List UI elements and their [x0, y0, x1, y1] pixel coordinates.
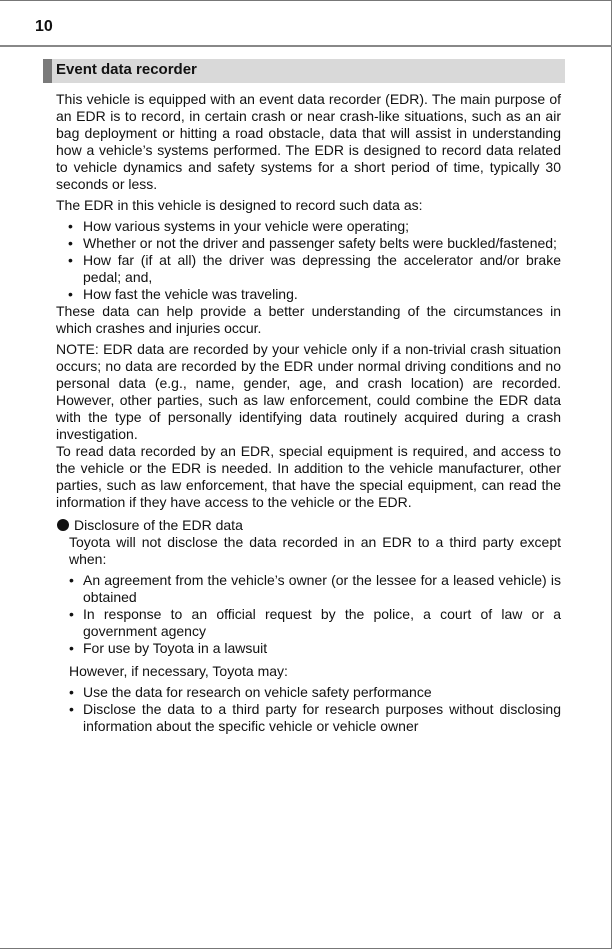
list-item: • How fast the vehicle was traveling. [68, 286, 298, 302]
list-item: • Use the data for research on vehicle safety performance [69, 684, 432, 700]
toyota-may-list [69, 684, 561, 735]
list-intro: The EDR in this vehicle is designed to record such data as: [56, 197, 423, 213]
disclosure-exceptions-list [69, 572, 561, 657]
bullet-icon: • [69, 701, 74, 717]
after-list-paragraph: These data can help provide a better understanding of the circumstances in which crashes and injuries occur. [56, 303, 561, 336]
page-number: 10 [35, 18, 53, 35]
list-item: • Disclose the data to a third party for research purposes without disclosing information about the specific vehicle or vehicle owner [69, 701, 561, 734]
list-item: • Whether or not the driver and passenger safety belts were buckled/fastened; [68, 235, 557, 251]
list-item: • How far (if at all) the driver was depressing the accelerator and/or brake pedal; and, [68, 252, 561, 285]
filled-circle-icon [57, 519, 69, 531]
list-item: • An agreement from the vehicle’s owner (or the lessee for a leased vehicle) is obtained [69, 572, 561, 605]
header-rule [0, 45, 612, 47]
intro-paragraph: This vehicle is equipped with an event data recorder (EDR). The main purpose of an EDR is to record, in certain crash or near crash-like situations, such as an air bag deployment or hitting a road obstacle, data that will assist in understanding how a vehicle’s systems performed. The EDR is designed to record data related to vehicle dynamics and safety systems for a short period of time, typically 30 seconds or less. [56, 91, 561, 192]
list-item: • For use by Toyota in a lawsuit [69, 640, 268, 656]
disclosure-intro: Toyota will not disclose the data recorded in an EDR to a third party except when: [69, 534, 561, 567]
disclosure-heading: Disclosure of the EDR data [56, 517, 561, 534]
bullet-icon: • [69, 572, 74, 588]
bullet-icon: • [69, 606, 74, 622]
bullet-icon: • [69, 684, 74, 700]
bullet-icon: • [68, 235, 73, 251]
section-body [56, 91, 561, 735]
bullet-icon: • [69, 640, 74, 656]
bullet-icon: • [68, 252, 73, 268]
list-item: • How various systems in your vehicle were operating; [68, 218, 410, 234]
section-heading: Event data recorder [43, 59, 565, 83]
disclosure-body [56, 534, 561, 735]
recorded-data-list [56, 218, 561, 303]
read-data-paragraph: To read data recorded by an EDR, special equipment is required, and access to the vehicle or the EDR is needed. In addition to the vehicle manufacturer, other parties, such as law enforcement, that have the special equipment, can read the information if they have access to the vehicle or the EDR. [56, 443, 561, 510]
note-paragraph: NOTE: EDR data are recorded by your vehicle only if a non-trivial crash situation occurs; no data are recorded by the EDR under normal driving conditions and no personal data (e.g., name, gender, age, and crash location) are recorded. However, other parties, such as law enforcement, could combine the EDR data with the type of personally identifying data routinely acquired during a crash investigation. [56, 341, 561, 442]
list-item: • In response to an official request by the police, a court of law or a government agency [69, 606, 561, 639]
may-intro: However, if necessary, Toyota may: [69, 663, 288, 679]
bullet-icon: • [68, 286, 73, 302]
bullet-icon: • [68, 218, 73, 234]
